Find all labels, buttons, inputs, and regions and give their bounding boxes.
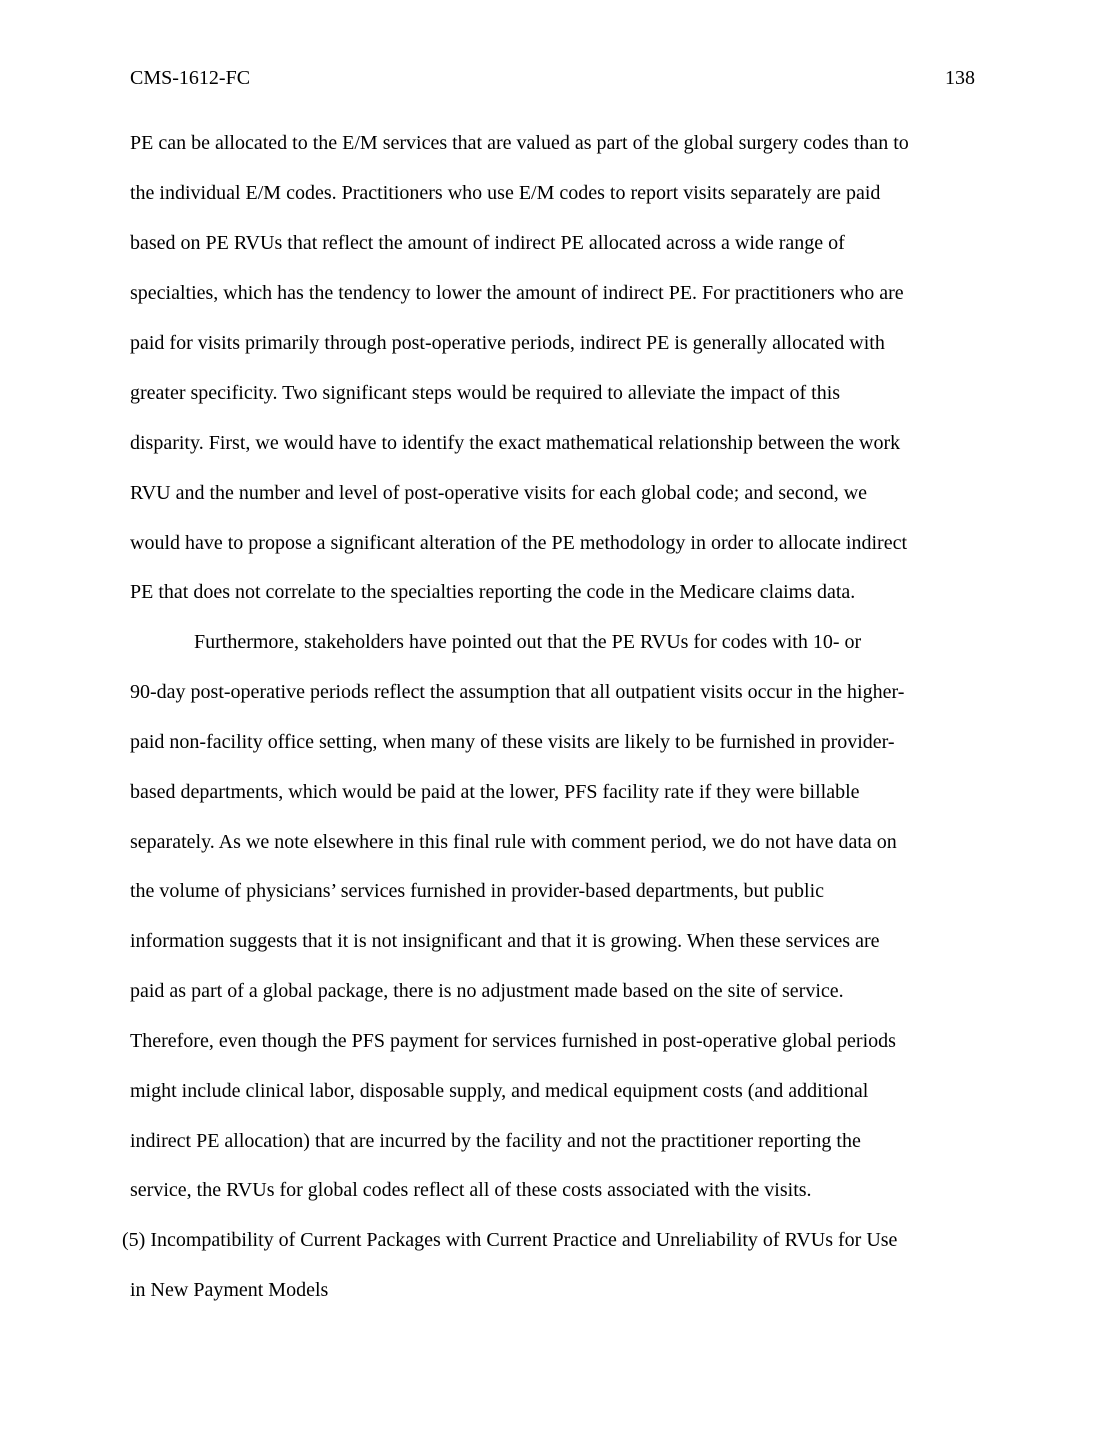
paragraph-2-line: information suggests that it is not insignificant and that it is growing. When these services are [130, 930, 880, 952]
document-id: CMS-1612-FC [130, 67, 251, 89]
section-heading-continuation: in New Payment Models [130, 1279, 329, 1301]
paragraph-1-line: PE that does not correlate to the specialties reporting the code in the Medicare claims data. [130, 581, 856, 603]
section-heading: (5) Incompatibility of Current Packages with Current Practice and Unreliability of RVUs for Use [122, 1229, 898, 1251]
paragraph-2-line: based departments, which would be paid at the lower, PFS facility rate if they were billable [130, 781, 860, 803]
paragraph-2-line: service, the RVUs for global codes reflect all of these costs associated with the visits. [130, 1179, 812, 1201]
paragraph-1-line: would have to propose a significant alteration of the PE methodology in order to allocate indirect [130, 532, 908, 554]
paragraph-2-line: Furthermore, stakeholders have pointed out that the PE RVUs for codes with 10- or [194, 631, 862, 653]
paragraph-2-line: might include clinical labor, disposable supply, and medical equipment costs (and additional [130, 1080, 869, 1102]
paragraph-1-line: paid for visits primarily through post-operative periods, indirect PE is generally allocated with [130, 332, 885, 354]
paragraph-2-line: Therefore, even though the PFS payment for services furnished in post-operative global periods [130, 1030, 896, 1052]
paragraph-2-line: indirect PE allocation) that are incurred by the facility and not the practitioner reporting the [130, 1130, 861, 1152]
paragraph-2-line: the volume of physicians’ services furnished in provider-based departments, but public [130, 880, 825, 902]
paragraph-1-line: based on PE RVUs that reflect the amount of indirect PE allocated across a wide range of [130, 232, 845, 254]
paragraph-2-line: separately. As we note elsewhere in this final rule with comment period, we do not have data on [130, 831, 897, 853]
paragraph-1-line: RVU and the number and level of post-operative visits for each global code; and second, we [130, 482, 868, 504]
paragraph-1-line: disparity. First, we would have to identify the exact mathematical relationship between the work [130, 432, 901, 454]
paragraph-1-line: PE can be allocated to the E/M services that are valued as part of the global surgery codes than to [130, 132, 909, 154]
page-number: 138 [945, 67, 975, 89]
paragraph-2-line: 90-day post-operative periods reflect the assumption that all outpatient visits occur in the higher- [130, 681, 905, 703]
paragraph-1-line: greater specificity. Two significant steps would be required to alleviate the impact of this [130, 382, 841, 404]
paragraph-2-line: paid as part of a global package, there is no adjustment made based on the site of service. [130, 980, 844, 1002]
paragraph-1-line: specialties, which has the tendency to lower the amount of indirect PE. For practitioners who are [130, 282, 904, 304]
paragraph-2-line: paid non-facility office setting, when many of these visits are likely to be furnished in provider- [130, 731, 895, 753]
paragraph-1-line: the individual E/M codes. Practitioners who use E/M codes to report visits separately are paid [130, 182, 881, 204]
